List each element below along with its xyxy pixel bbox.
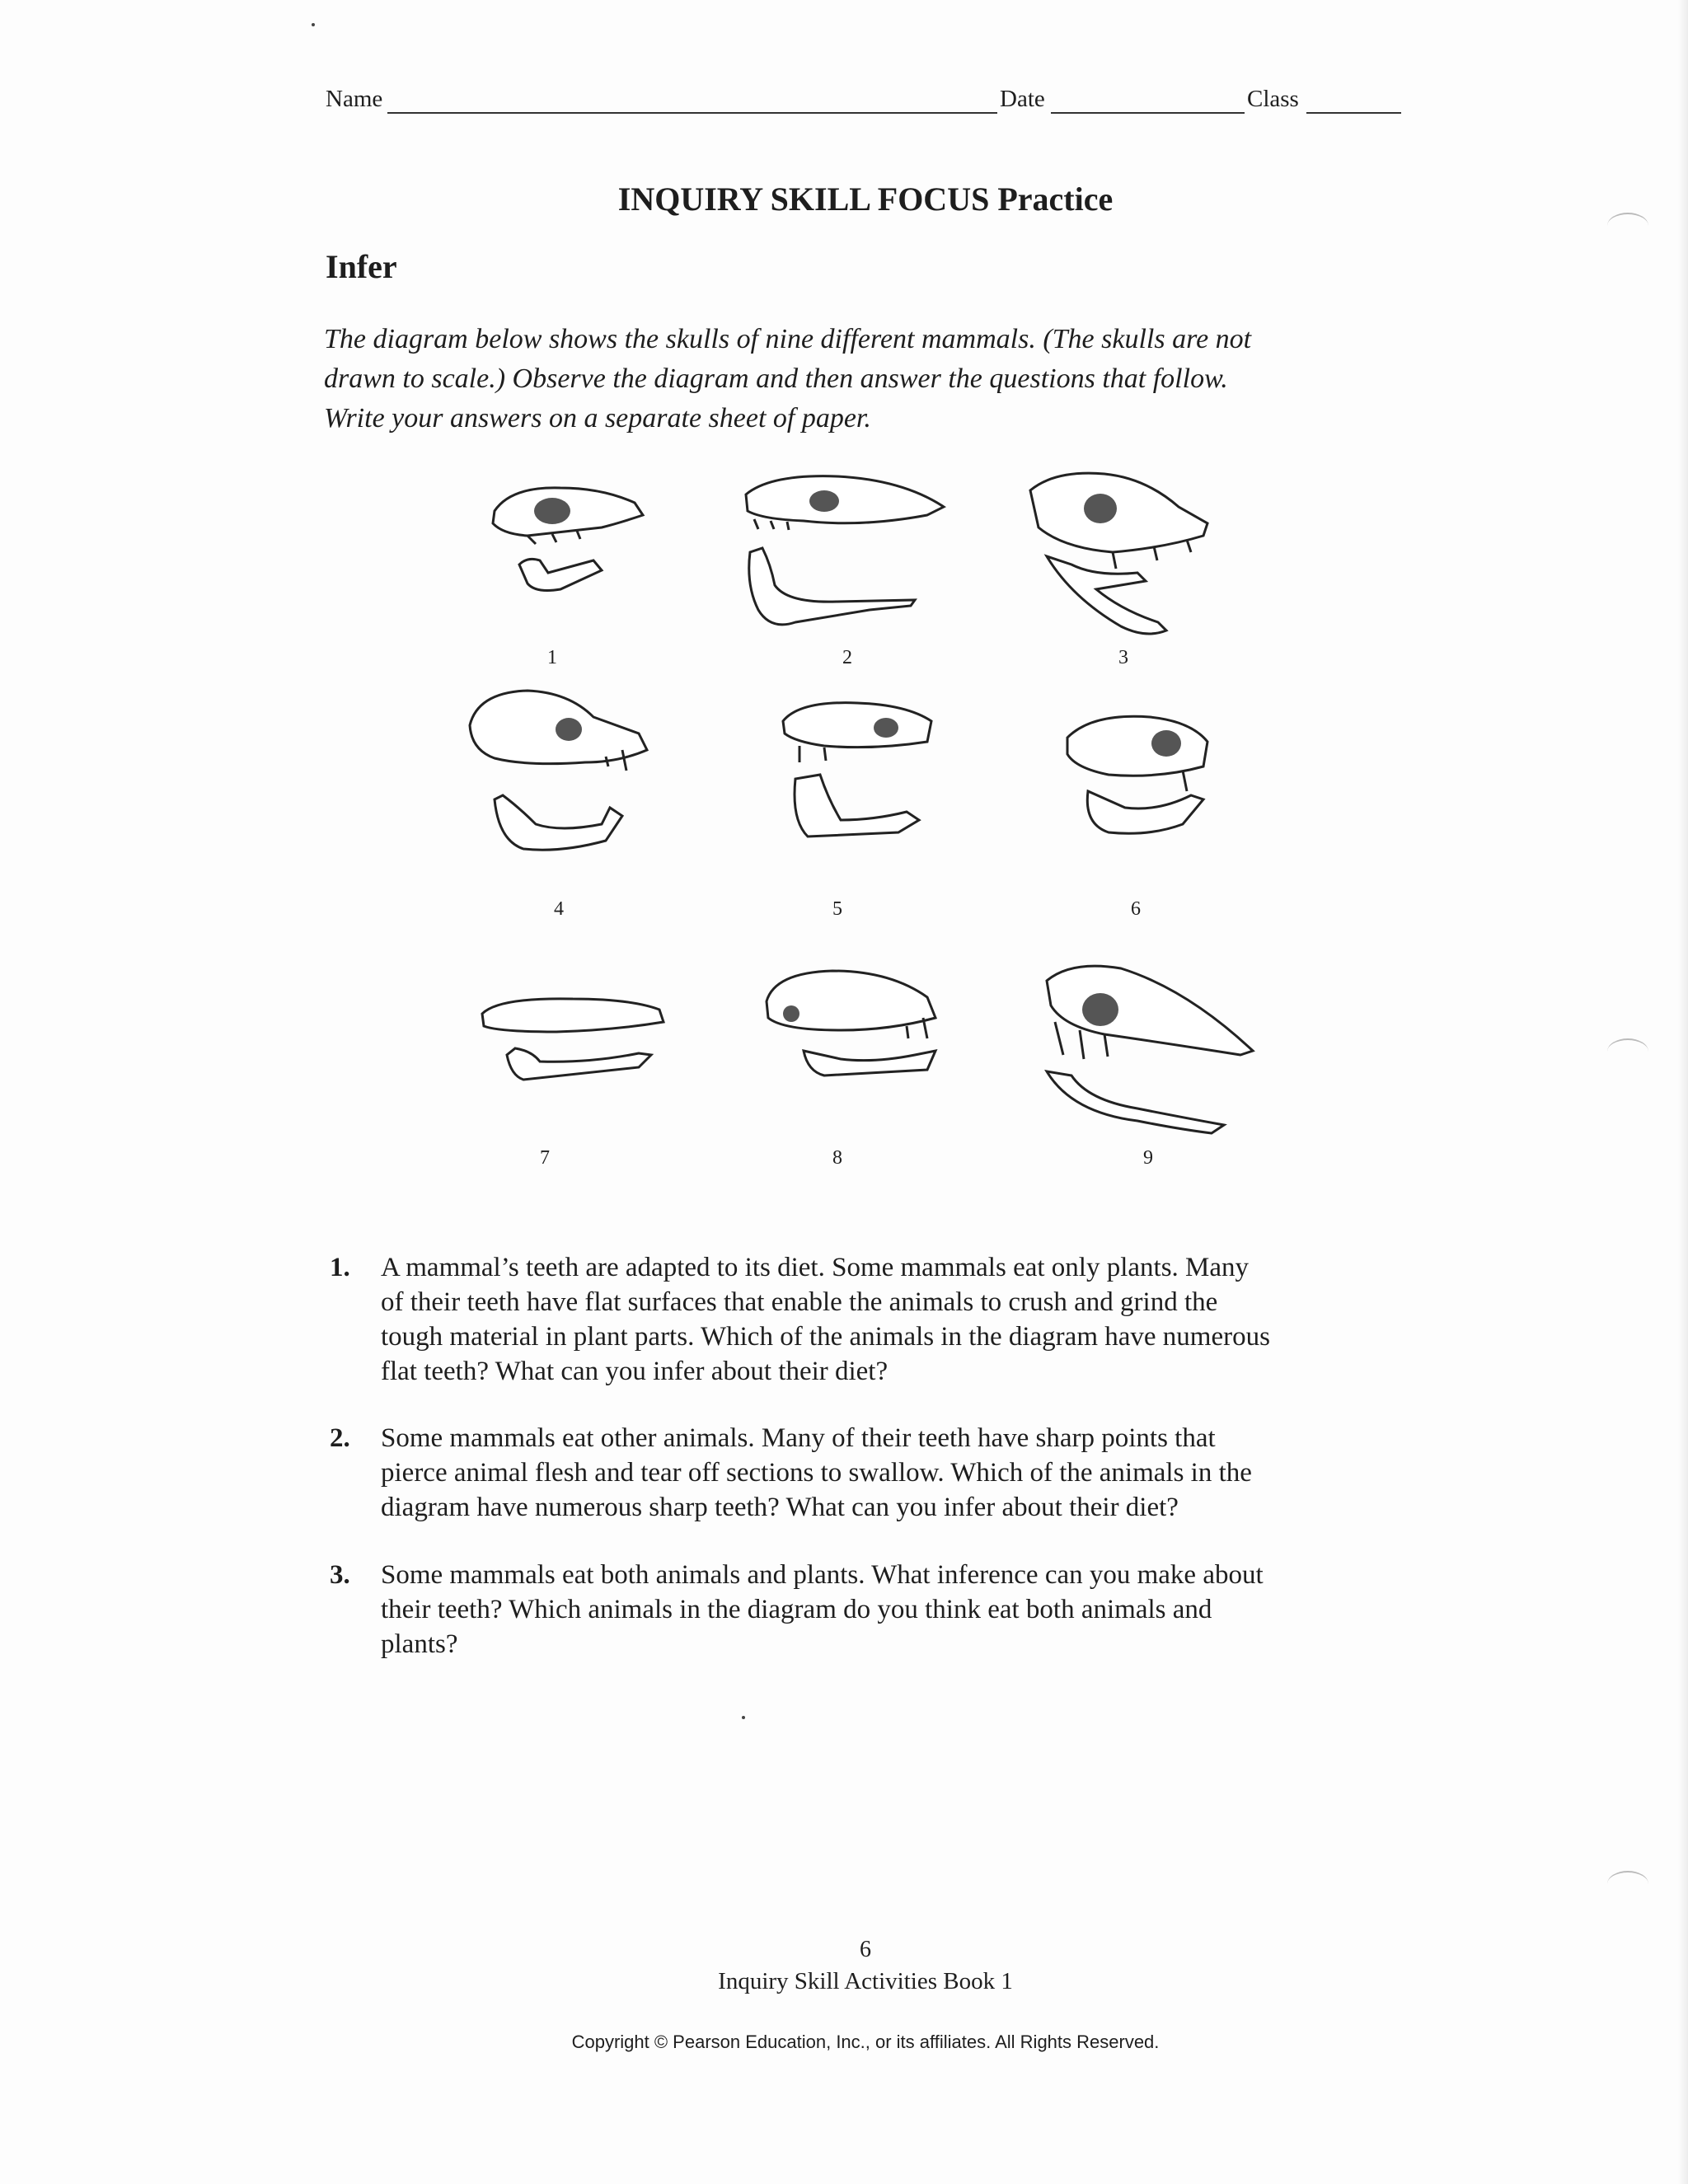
section-heading: Infer [326,248,397,285]
question-number: 3. [330,1560,350,1590]
date-label: Date [1000,86,1045,112]
question-line: flat teeth? What can you infer about their diet? [381,1357,889,1386]
instruction-line: The diagram below shows the skulls of nine different mammals. (The skulls are not [324,324,1252,354]
name-label: Name [326,86,383,112]
skull-9-icon [1039,956,1261,1150]
scan-edge-shadow [1678,0,1688,2184]
skull-number-5: 5 [832,898,842,920]
skull-4-icon [462,684,655,874]
question-line: A mammal’s teeth are adapted to its diet. Some mammals eat only plants. Many [381,1253,1250,1282]
question-line: tough material in plant parts. Which of the animals in the diagram have numerous [381,1322,1270,1352]
date-field[interactable] [1051,112,1245,114]
copyright-notice: Copyright © Pearson Education, Inc., or its affiliates. All Rights Reserved. [571,2032,1160,2052]
skull-number-7: 7 [540,1147,550,1169]
question-line: of their teeth have flat surfaces that enable the animals to crush and grind the [381,1287,1218,1317]
skull-number-1: 1 [547,647,557,668]
question-line: Some mammals eat both animals and plants. What inference can you make about [381,1560,1264,1590]
skull-number-8: 8 [832,1147,842,1169]
page-title: INQUIRY SKILL FOCUS Practice [617,180,1114,218]
skull-number-4: 4 [554,898,564,920]
question-line: their teeth? Which animals in the diagram do you think eat both animals and [381,1595,1212,1624]
skull-number-2: 2 [842,647,852,668]
skull-number-9: 9 [1143,1147,1153,1169]
instructions [324,320,1428,438]
skull-number-6: 6 [1131,898,1141,920]
skull-8-icon [750,964,948,1104]
question-line: plants? [381,1629,458,1659]
skull-3-icon [1022,466,1216,651]
question-number: 2. [330,1423,350,1453]
skull-2-icon [738,470,952,643]
skull-1-icon [478,478,651,610]
skulls-diagram [462,462,1278,1187]
scan-speck [742,1716,745,1719]
skull-7-icon [474,989,672,1096]
punch-hole-mark [1607,1871,1648,1897]
header-fields [326,82,1414,119]
page-number: 6 [860,1937,871,1962]
scan-speck [312,23,315,26]
instruction-line: drawn to scale.) Observe the diagram and then answer the questions that follow. [324,363,1228,394]
name-field[interactable] [387,112,997,114]
class-field[interactable] [1306,112,1401,114]
question-line: Some mammals eat other animals. Many of their teeth have sharp points that [381,1423,1216,1453]
question-number: 1. [330,1253,350,1282]
punch-hole-mark [1607,1038,1648,1065]
book-title: Inquiry Skill Activities Book 1 [718,1968,1013,1994]
question-line: pierce animal flesh and tear off sections to swallow. Which of the animals in the [381,1458,1252,1488]
class-label: Class [1247,86,1299,112]
instruction-line: Write your answers on a separate sheet of paper. [324,403,871,434]
skull-number-3: 3 [1118,647,1128,668]
skull-5-icon [775,696,940,857]
question-line: diagram have numerous sharp teeth? What can you infer about their diet? [381,1493,1179,1522]
skull-6-icon [1059,709,1216,849]
